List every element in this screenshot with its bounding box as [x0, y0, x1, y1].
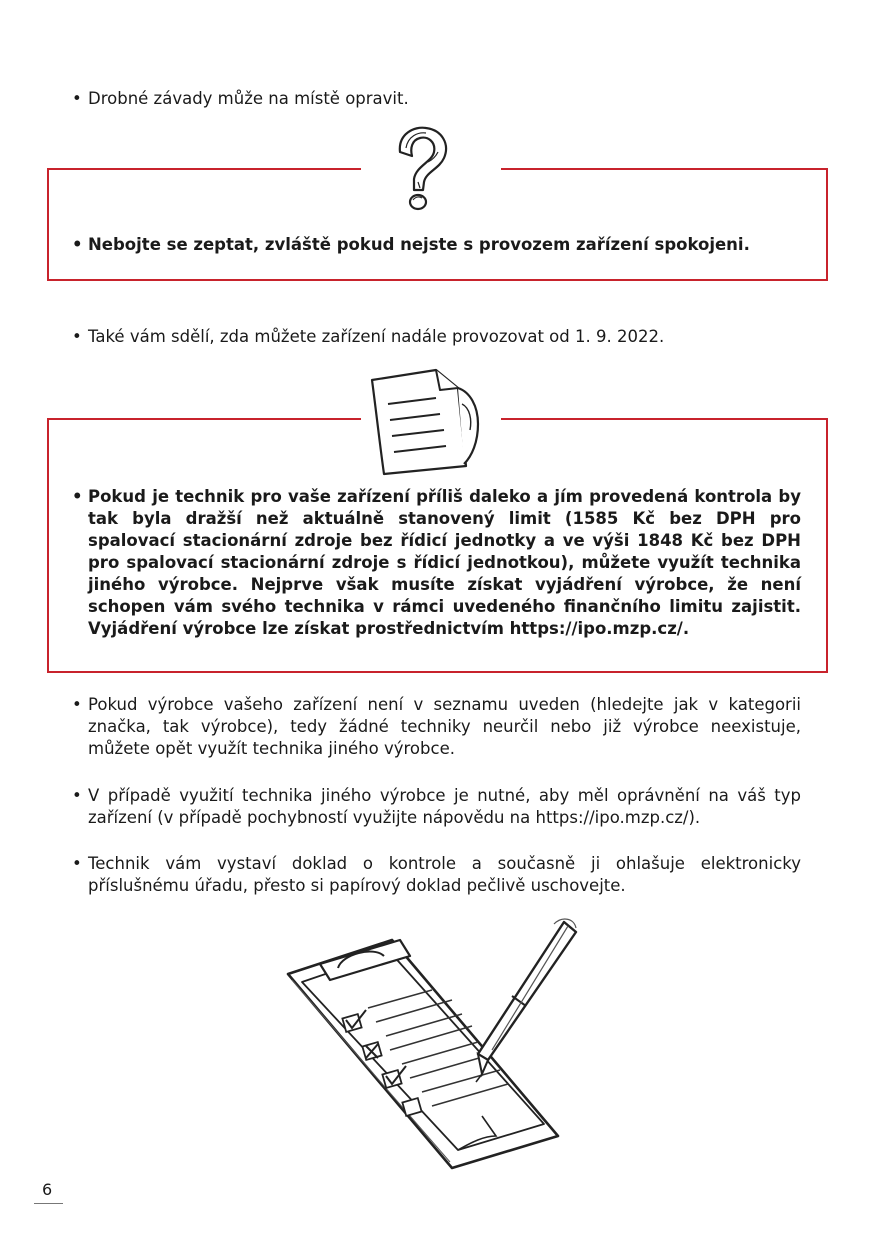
callout-text-ask: • Nebojte se zeptat, zvláště pokud nejste s provozem zařízení spokojeni.	[72, 234, 801, 256]
clipboard-checklist-pen-icon	[282, 910, 582, 1175]
page-number: 6	[42, 1180, 53, 1199]
bullet-inspection-report: • Technik vám vystaví doklad o kontrole a současně ji ohlašuje elektronicky příslušnému úřadu, přesto si papírový doklad pečlivě uschovejte.	[72, 853, 801, 897]
bullet-minor-repairs: • Drobné závady může na místě opravit.	[72, 88, 801, 110]
bullet-other-technician: • V případě využití technika jiného výrobce je nutné, aby měl oprávnění na váš typ zařízení (v případě pochybností využijte nápovědu na https://ipo.mzp.cz/).	[72, 785, 801, 829]
callout-text-distance: • Pokud je technik pro vaše zařízení příliš daleko a jím provedená kontrola by tak byla dražší než aktuálně stanovený limit (1585 Kč bez DPH pro spalovací stacionární zdroje bez řídicí jednotky a ve výši 1848 Kč bez DPH pro spalovací stacionární zdroje s řídicí jednotkou), můžete využít technika jiného výrobce. Nejprve však musíte získat vyjádření výrobce, že není schopen vám svého technika v rámci uvedeného finančního limitu zajistit. Vyjádření výrobce lze získat prostřednictvím https://ipo.mzp.cz/.	[72, 486, 801, 640]
bullet-operation-date: • Také vám sdělí, zda můžete zařízení nadále provozovat od 1. 9. 2022.	[72, 326, 801, 348]
document-icon	[366, 366, 498, 478]
question-mark-icon	[392, 124, 452, 214]
page-number-rule	[34, 1203, 63, 1204]
bullet-manufacturer-missing: • Pokud výrobce vašeho zařízení není v seznamu uveden (hledejte jak v kategorii značka, tak výrobce), tedy žádné techniky neurčil nebo již výrobce neexistuje, můžete opět využít technika jiného výrobce.	[72, 694, 801, 760]
